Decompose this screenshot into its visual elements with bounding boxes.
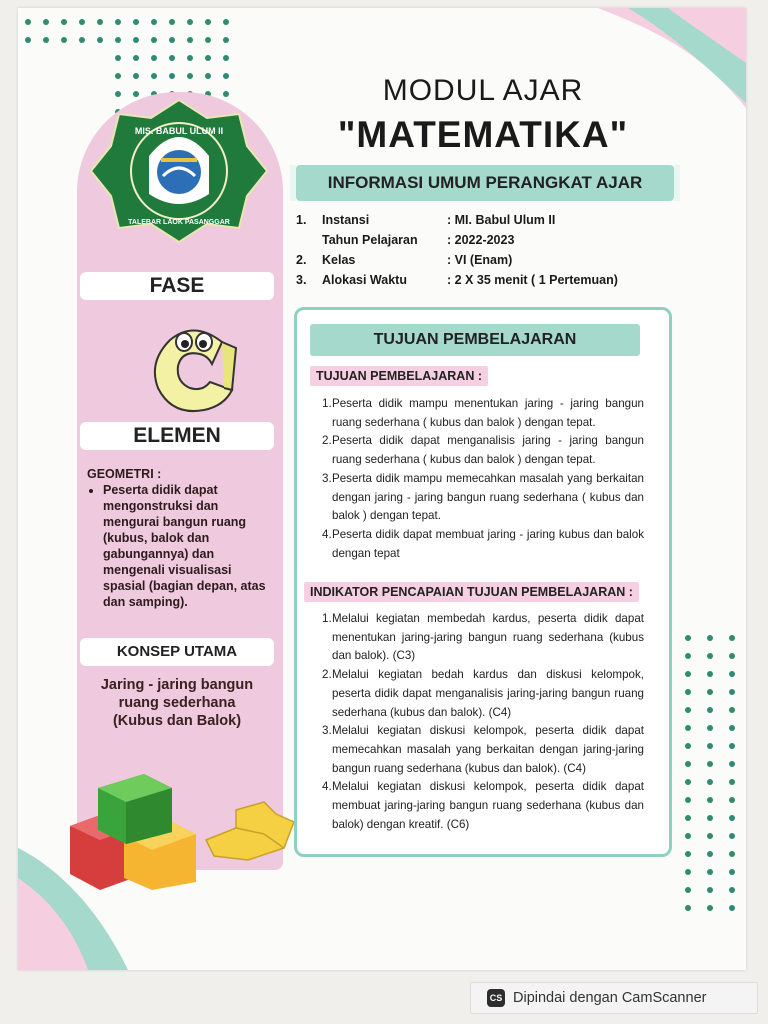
list-item: 2. Peserta didik dapat menganalisis jaring - jaring bangun ruang sederhana ( kubus dan balok ) dengan tepat. xyxy=(322,434,644,467)
indikator-list xyxy=(322,610,644,834)
info-table xyxy=(296,210,676,290)
konsep-line: Jaring - jaring bangun xyxy=(100,677,254,693)
module-subject-title: "MATEMATIKA" xyxy=(337,114,629,155)
list-item: 3. Peserta didik mampu memecahkan masalah yang berkaitan dengan jaring - jaring bangun ruang sederhana ( kubus dan balok ) dengan tepat. xyxy=(322,471,644,523)
list-item: 2. Melalui kegiatan bedah kardus dan diskusi kelompok, peserta didik dapat menganalisis jaring-jaring bangun ruang sederhana (kubus dan balok). (C4) xyxy=(322,668,644,719)
elemen-label: ELEMEN xyxy=(80,422,274,450)
list-item: 1. Melalui kegiatan membedah kardus, peserta didik dapat menentukan jaring-jaring bangun ruang sederhana (kubus dan balok). (C3) xyxy=(322,612,644,663)
info-row: Tahun Pelajaran : 2022-2023 xyxy=(322,233,515,247)
module-title: MODUL AJAR xyxy=(382,74,584,107)
list-item: 4. Melalui kegiatan diskusi kelompok, peserta didik dapat membuat jaring-jaring bangun ruang sederhana (kubus dan balok) dengan kreatif. (C6) xyxy=(322,780,644,831)
school-logo-icon xyxy=(89,96,269,246)
elemen-item: • Peserta didik dapat mengonstruksi dan mengurai bangun ruang (kubus, balok dan gabungannya) dan mengenali visualisasi spasial (bagian depan, atas dan samping). xyxy=(103,482,277,610)
svg-text:TALEBAR LAOK PASANGGAR: TALEBAR LAOK PASANGGAR xyxy=(128,219,230,226)
elemen-heading: GEOMETRI : xyxy=(87,467,162,481)
tujuan-subheading: TUJUAN PEMBELAJARAN : xyxy=(310,366,488,386)
konsep-line: ruang sederhana xyxy=(118,695,236,711)
list-item: 1. Peserta didik mampu menentukan jaring - jaring bangun ruang sederhana ( kubus dan balok ) dengan tepat. xyxy=(322,397,644,429)
cubes-illustration-icon xyxy=(64,770,304,890)
elemen-content xyxy=(87,466,277,610)
info-section-title: INFORMASI UMUM PERANGKAT AJAR xyxy=(296,165,674,201)
info-row: 2. Kelas : VI (Enam) xyxy=(296,253,513,267)
konsep-utama-label: KONSEP UTAMA xyxy=(80,638,274,666)
svg-text:MIS. BABUL ULUM II: MIS. BABUL ULUM II xyxy=(134,126,224,136)
info-row: 3. Alokasi Waktu : 2 X 35 menit ( 1 Pertemuan) xyxy=(296,273,618,287)
konsep-utama-text xyxy=(80,676,274,730)
watermark-text: Dipindai dengan CamScanner xyxy=(513,990,707,1006)
list-item: 3. Melalui kegiatan diskusi kelompok, peserta didik dapat memecahkan masalah yang berkaitan dengan jaring-jaring bangun ruang sederhana (kubus dan balok). (C4) xyxy=(322,724,644,775)
letter-c-mascot-icon xyxy=(144,318,240,418)
camscanner-logo-icon: CS xyxy=(487,989,505,1007)
camscanner-watermark xyxy=(470,982,758,1014)
dot-pattern-right xyxy=(678,628,746,928)
list-item: 4. Peserta didik dapat membuat jaring - jaring kubus dan balok dengan tepat xyxy=(322,527,644,560)
tujuan-title: TUJUAN PEMBELAJARAN xyxy=(310,324,640,356)
indikator-subheading: INDIKATOR PENCAPAIAN TUJUAN PEMBELAJARAN : xyxy=(304,582,639,602)
konsep-line: (Kubus dan Balok) xyxy=(112,713,242,729)
tujuan-list xyxy=(322,395,644,563)
info-row: 1. Instansi : MI. Babul Ulum II xyxy=(296,213,556,227)
fase-label: FASE xyxy=(80,272,274,300)
